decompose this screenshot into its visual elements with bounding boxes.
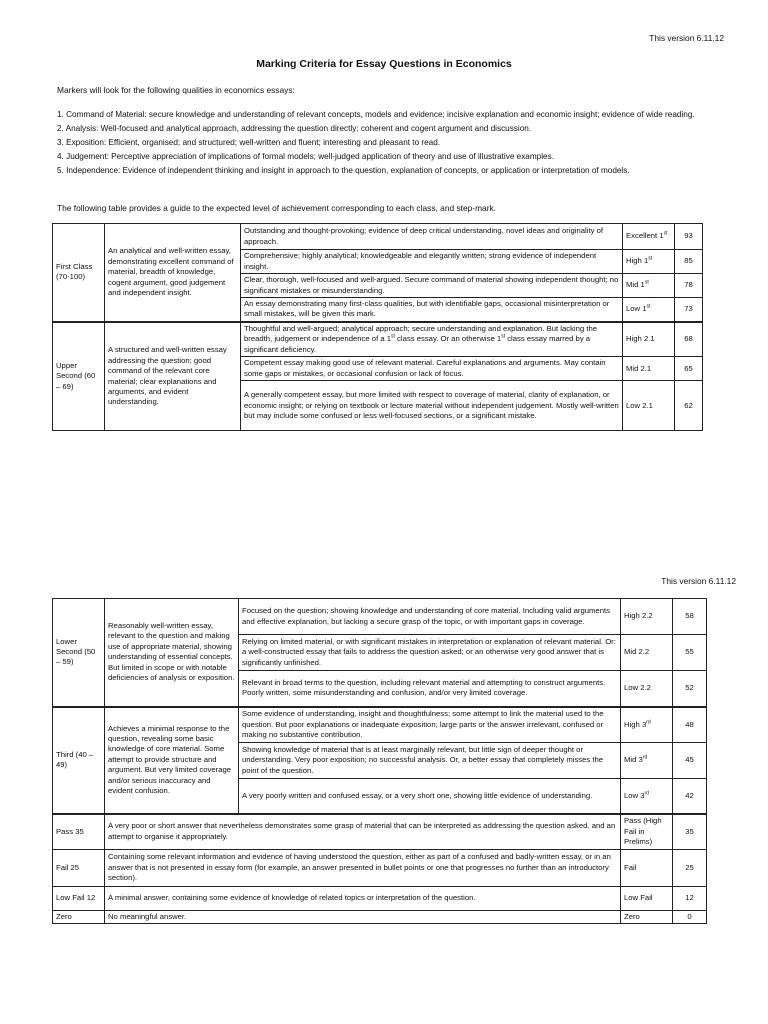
table-intro-text: The following table provides a guide to the expected level of achievement corresponding to each class, and step-mark. <box>57 203 497 213</box>
step-mark: 65 <box>675 357 703 381</box>
level-description: A generally competent essay, but more limited with respect to coverage of material, clarity of explanation, or economic insight; or relying on textbook or lecture material without independent judgement. Mostly well-written but may include some confused or less well-focused sections, or a significant mistake. <box>241 381 623 431</box>
level-label: Low 3rd <box>621 779 673 814</box>
step-mark: 85 <box>675 250 703 274</box>
level-description: Focused on the question; showing knowledge and understanding of core material. Including valid arguments and effective explanation, but lacking a secure grasp of the topic, or with important gaps in coverage. <box>239 599 621 635</box>
level-label: Mid 3rd <box>621 743 673 779</box>
level-label: High 2.2 <box>621 599 673 635</box>
level-label: Low Fail <box>621 887 673 911</box>
class-cell: First Class (70-100) <box>53 224 105 322</box>
level-description: Relevant in broad terms to the question, including relevant material and attempting to construct arguments. Poorly written, some misunderstanding and confusion, and/or very limited coverage. <box>239 671 621 707</box>
step-mark: 93 <box>675 224 703 250</box>
level-description: A very poorly written and confused essay, or a very short one, showing little evidence of understanding. <box>239 779 621 814</box>
level-label: Mid 1st <box>623 274 675 298</box>
step-mark: 35 <box>673 814 707 850</box>
level-label: High 3rd <box>621 707 673 743</box>
level-description: Outstanding and thought-provoking; evidence of deep critical understanding, novel ideas and originality of approach. <box>241 224 623 250</box>
criteria-list <box>57 108 717 178</box>
level-description: Thoughtful and well-argued; analytical approach; secure understanding and explanation. But lacking the breadth, judgement or independence of a 1st class essay. Or an otherwise 1st class essay marred by a significant deficiency. <box>241 322 623 357</box>
level-label: Mid 2.2 <box>621 635 673 671</box>
step-mark: 73 <box>675 298 703 322</box>
class-cell: Upper Second (60 – 69) <box>53 322 105 431</box>
class-summary: A structured and well-written essay addressing the question; good command of the relevant core material; clear explanations and arguments, and evident understanding. <box>105 322 241 431</box>
class-cell: Low Fail 12 <box>53 887 105 911</box>
level-description: Containing some relevant information and evidence of having understood the question, either as part of a confused and badly-written essay, or in an answer that is not presented in essay form (for example, an answer presented in bullet points or one that progresses no further than an introductory section). <box>105 850 621 887</box>
marking-table-part-1 <box>52 223 703 431</box>
table-row <box>53 887 707 911</box>
level-label: Low 1st <box>623 298 675 322</box>
step-mark: 78 <box>675 274 703 298</box>
table-row <box>53 707 707 743</box>
class-summary: Reasonably well-written essay, relevant to the question and making use of appropriate material, showing understanding of essential concepts. But limited in scope or with notable deficiencies of analysis or exposition. <box>105 599 239 707</box>
class-cell: Third (40 – 49) <box>53 707 105 814</box>
version-label-top: This version 6.11.12 <box>649 33 724 43</box>
step-mark: 55 <box>673 635 707 671</box>
level-description: Some evidence of understanding, insight and thoughtfulness; some attempt to link the material used to the question. But poor explanations or inadequate exposition; large parts or the answer irrelevant, confused or making no substantive contribution. <box>239 707 621 743</box>
class-summary: An analytical and well-written essay, demonstrating excellent command of material, breadth of knowledge, cogent argument, good judgement and independent insight. <box>105 224 241 322</box>
level-label: Mid 2.1 <box>623 357 675 381</box>
level-description: Competent essay making good use of relevant material. Careful explanations and arguments. May contain some gaps or mistakes, or occasional confusion or lack of focus. <box>241 357 623 381</box>
class-cell: Lower Second (50 – 59) <box>53 599 105 707</box>
class-summary: Achieves a minimal response to the question, revealing some basic knowledge of core material. Some attempt to provide structure and argument. But very limited coverage and/or serious inaccuracy and evident confusion. <box>105 707 239 814</box>
criterion-item: 4. Judgement: Perceptive appreciation of implications of formal models; well-judged application of theory and use of illustrative examples. <box>57 152 554 161</box>
level-description: An essay demonstrating many first-class qualities, but with identifiable gaps, occasional misinterpretation or small mistakes, will be given this mark. <box>241 298 623 322</box>
marking-table-part-2 <box>52 598 707 924</box>
level-description: A very poor or short answer that nevertheless demonstrates some grasp of material that can be interpreted as addressing the question asked, and an attempt to organise it appropriately. <box>105 814 621 850</box>
table-row <box>53 224 703 250</box>
step-mark: 45 <box>673 743 707 779</box>
step-mark: 68 <box>675 322 703 357</box>
class-cell: Pass 35 <box>53 814 105 850</box>
table-row <box>53 850 707 887</box>
class-cell: Fail 25 <box>53 850 105 887</box>
step-mark: 25 <box>673 850 707 887</box>
criterion-item: 3. Exposition: Efficient, organised; and structured; well-written and fluent; interesting and pleasant to read. <box>57 138 441 147</box>
document-title: Marking Criteria for Essay Questions in Economics <box>256 58 512 70</box>
table-row <box>53 814 707 850</box>
step-mark: 62 <box>675 381 703 431</box>
level-description: No meaningful answer. <box>105 911 621 924</box>
step-mark: 58 <box>673 599 707 635</box>
level-label: Excellent 1st <box>623 224 675 250</box>
level-label: High 2.1 <box>623 322 675 357</box>
step-mark: 42 <box>673 779 707 814</box>
class-cell: Zero <box>53 911 105 924</box>
table-row <box>53 599 707 635</box>
level-label: Fail <box>621 850 673 887</box>
step-mark: 52 <box>673 671 707 707</box>
table-row <box>53 911 707 924</box>
intro-text: Markers will look for the following qualities in economics essays: <box>57 85 295 95</box>
version-label-bottom: This version 6.11.12 <box>661 576 736 586</box>
step-mark: 12 <box>673 887 707 911</box>
criterion-item: 1. Command of Material: secure knowledge and understanding of relevant concepts, models and evidence; incisive explanation and economic insight; evidence of wide reading. <box>57 110 695 119</box>
level-label: Zero <box>621 911 673 924</box>
criterion-item: 5. Independence: Evidence of independent thinking and insight in approach to the question, explanation of concepts, or application or interpretation of models. <box>57 166 630 175</box>
level-description: Relying on limited material, or with significant mistakes in interpretation or explanation of relevant material. Or: a well-constructed essay that fails to address the question asked; or an otherwise very good answer that is significantly unfinished. <box>239 635 621 671</box>
level-description: Showing knowledge of material that is at least marginally relevant, but little sign of deeper thought or understanding. Very poor exposition; no successful analysis. Or, a better essay that completely misses the point of the question. <box>239 743 621 779</box>
step-mark: 0 <box>673 911 707 924</box>
level-description: Comprehensive; highly analytical; knowledgeable and elegantly written; strong evidence of independent insight. <box>241 250 623 274</box>
level-label: Pass (High Fail in Prelims) <box>621 814 673 850</box>
table-row <box>53 322 703 357</box>
level-description: Clear, thorough, well-focused and well-argued. Secure command of material showing independent thought; no significant mistakes or misunderstanding. <box>241 274 623 298</box>
criterion-item: 2. Analysis: Well-focused and analytical approach, addressing the question directly; coherent and cogent argument and discussion. <box>57 124 532 133</box>
level-description: A minimal answer, containing some evidence of knowledge of related topics or interpretation of the question. <box>105 887 621 911</box>
step-mark: 48 <box>673 707 707 743</box>
level-label: Low 2.2 <box>621 671 673 707</box>
level-label: High 1st <box>623 250 675 274</box>
level-label: Low 2.1 <box>623 381 675 431</box>
